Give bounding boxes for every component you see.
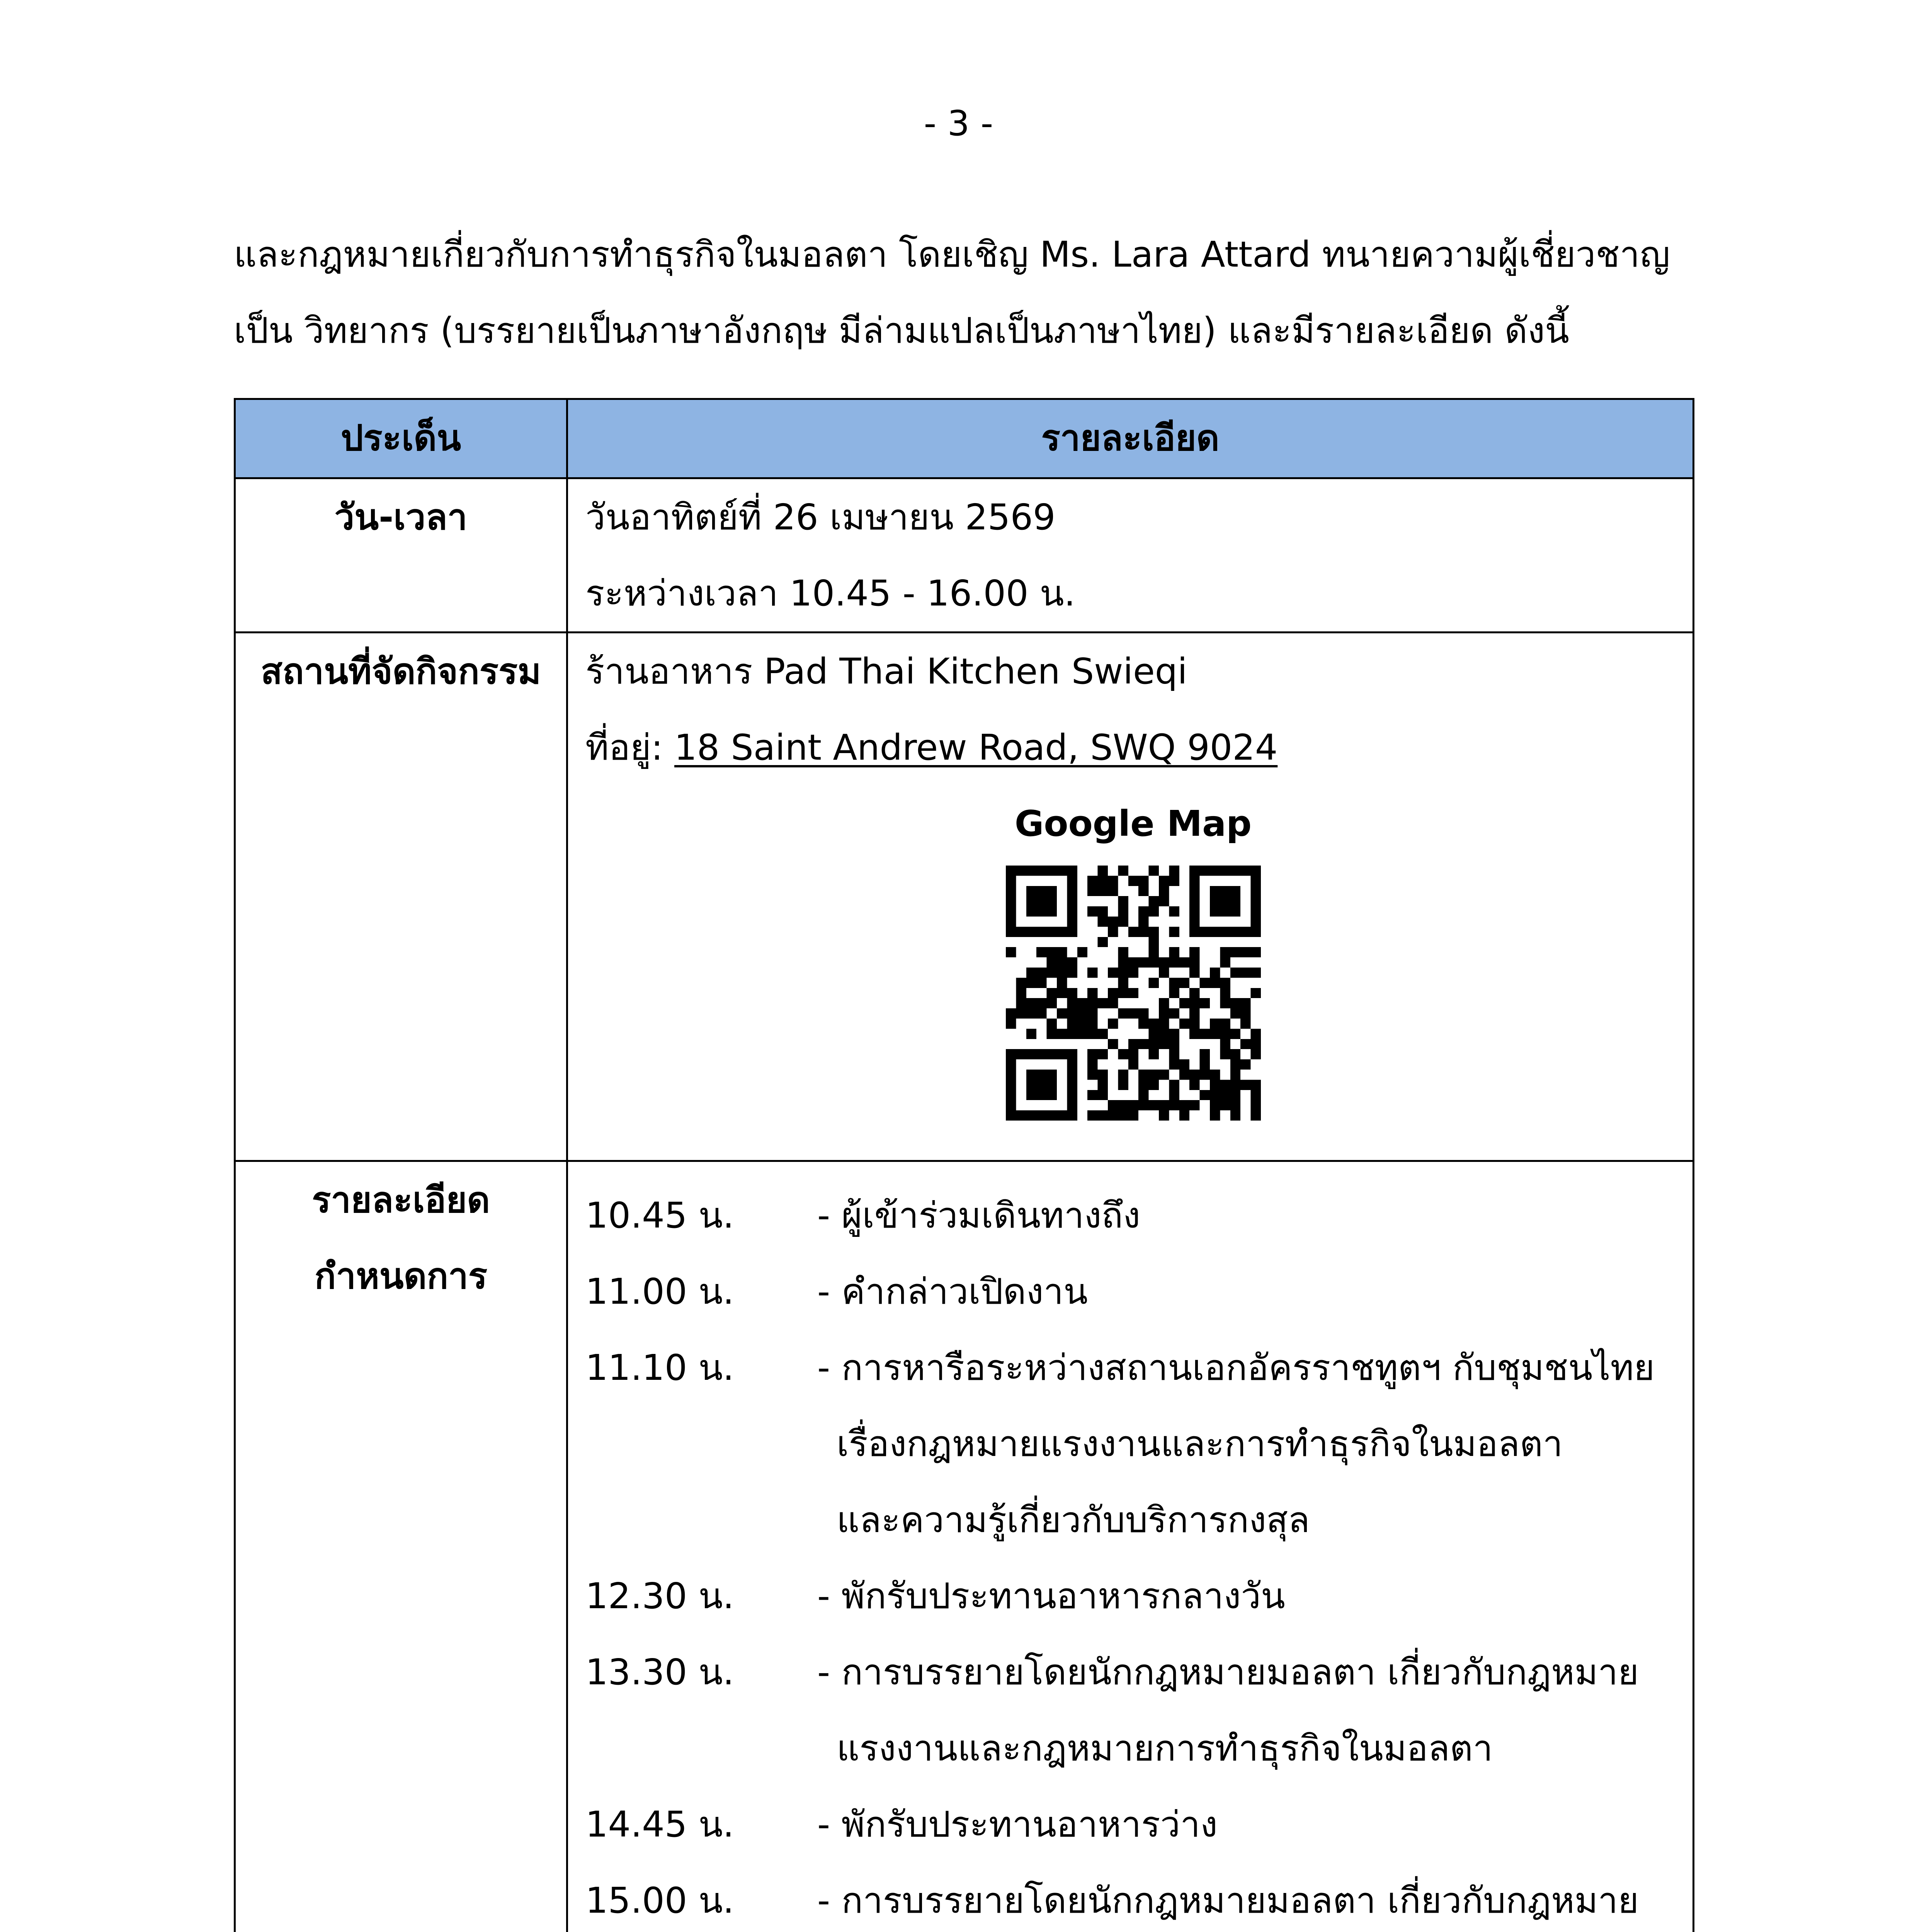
schedule-item (585, 1253, 1681, 1330)
address-prefix: ที่อยู่: (585, 727, 675, 768)
venue-name: ร้านอาหาร Pad Thai Kitchen Swieqi (585, 651, 1187, 692)
schedule-description: - การบรรยายโดยนักกฎหมายมอลตา เกี่ยวกับกฎหมาย (817, 1880, 1639, 1921)
venue-row (235, 633, 1694, 1161)
schedule-item (585, 1406, 1681, 1482)
schedule-time: 10.45 น. (585, 1195, 734, 1236)
schedule-item (585, 1786, 1681, 1862)
event-details-table (234, 398, 1694, 1932)
schedule-item (585, 1330, 1681, 1406)
schedule-item (585, 1558, 1681, 1634)
schedule-details (567, 1161, 1694, 1932)
schedule-label-line: กำหนดการ (314, 1255, 488, 1297)
intro-line: และกฎหมายเกี่ยวกับการทำธุรกิจในมอลตา โดยเชิญ Ms. Lara Attard ทนายความผู้เชี่ยวชาญ (234, 234, 1670, 275)
datetime-row (235, 478, 1694, 633)
venue-details (567, 633, 1694, 1161)
schedule-time: 12.30 น. (585, 1575, 734, 1617)
schedule-description: - การบรรยายโดยนักกฎหมายมอลตา เกี่ยวกับกฎหมาย (817, 1651, 1639, 1693)
schedule-row (235, 1161, 1694, 1932)
schedule-label-line: รายละเอียด (311, 1179, 490, 1221)
schedule-item (585, 1634, 1681, 1710)
schedule-time: 14.45 น. (585, 1804, 734, 1845)
schedule-item (585, 1482, 1681, 1558)
intro-paragraph (234, 216, 1702, 369)
datetime-details (567, 478, 1694, 633)
page-number: - 3 - (924, 103, 993, 144)
venue-address-link[interactable]: 18 Saint Andrew Road, SWQ 9024 (674, 727, 1278, 768)
datetime-label: วัน-เวลา (235, 478, 567, 633)
schedule-time: 11.10 น. (585, 1347, 734, 1388)
schedule-label (235, 1161, 567, 1932)
schedule-description: - พักรับประทานอาหารว่าง (817, 1804, 1218, 1845)
schedule-description: - พักรับประทานอาหารกลางวัน (817, 1575, 1285, 1617)
venue-label: สถานที่จัดกิจกรรม (235, 633, 567, 1161)
schedule-time: 15.00 น. (585, 1880, 734, 1921)
schedule-description: - คำกล่าวเปิดงาน (817, 1271, 1088, 1312)
event-date: วันอาทิตย์ที่ 26 เมษายน 2569 (585, 497, 1056, 538)
schedule-description: เรื่องกฎหมายแรงงานและการทำธุรกิจในมอลตา (837, 1423, 1563, 1464)
schedule-description: - ผู้เข้าร่วมเดินทางถึง (817, 1195, 1140, 1236)
schedule-description: และความรู้เกี่ยวกับบริการกงสุล (837, 1499, 1310, 1541)
intro-line: เป็น วิทยากร (บรรยายเป็นภาษาอังกฤษ มีล่ามแปลเป็นภาษาไทย) และมีรายละเอียด ดังนี้ (234, 310, 1569, 351)
table-header-row (235, 399, 1694, 478)
schedule-description: - การหารือระหว่างสถานเอกอัครราชทูตฯ กับชุมชนไทย (817, 1347, 1655, 1388)
event-time: ระหว่างเวลา 10.45 - 16.00 น. (585, 573, 1075, 614)
qr-code-container (585, 862, 1681, 1160)
header-details: รายละเอียด (567, 399, 1694, 478)
venue-address-line (585, 709, 1681, 786)
schedule-time: 13.30 น. (585, 1651, 734, 1693)
header-topic: ประเด็น (235, 399, 567, 478)
schedule-item (585, 1177, 1681, 1253)
schedule-time: 11.00 น. (585, 1271, 734, 1312)
schedule-item (585, 1710, 1681, 1786)
schedule-description: แรงงานและกฎหมายการทำธุรกิจในมอลตา (837, 1728, 1493, 1769)
google-map-label: Google Map (1014, 803, 1252, 844)
qr-code-icon (1006, 866, 1261, 1121)
schedule-item (585, 1862, 1681, 1932)
